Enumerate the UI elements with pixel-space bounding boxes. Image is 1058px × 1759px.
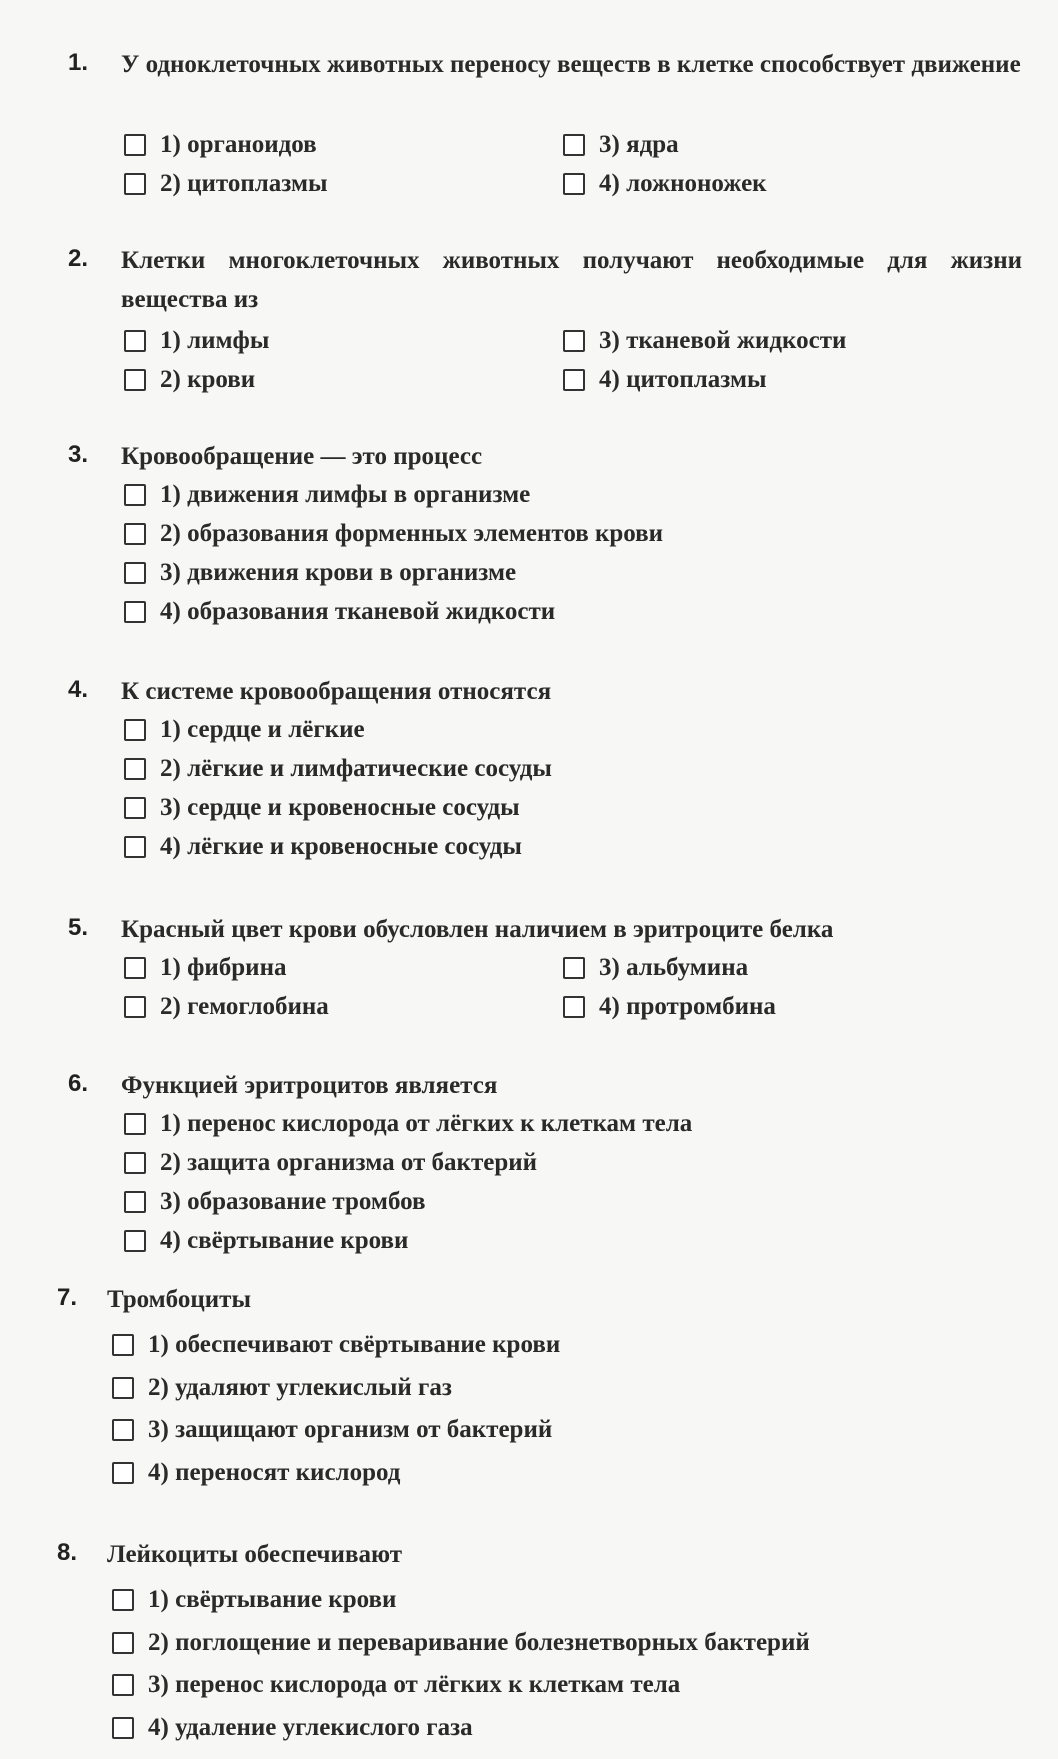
answer-option-4[interactable] bbox=[124, 1227, 408, 1255]
checkbox-icon[interactable] bbox=[124, 996, 146, 1018]
checkbox-icon[interactable] bbox=[563, 369, 585, 391]
checkbox-icon[interactable] bbox=[563, 330, 585, 352]
checkbox-icon[interactable] bbox=[124, 173, 146, 195]
question-number: 6. bbox=[68, 1070, 89, 1097]
answer-label: 2) удаляют углекислый газ bbox=[148, 1373, 452, 1401]
answer-label: 4) свёртывание крови bbox=[160, 1227, 409, 1254]
answer-option-1[interactable] bbox=[124, 481, 530, 509]
answer-label: 1) сердце и лёгкие bbox=[160, 716, 365, 743]
question-text: К системе кровообращения относятся bbox=[121, 678, 552, 705]
answer-label: 2) цитоплазмы bbox=[160, 170, 328, 197]
checkbox-icon[interactable] bbox=[124, 330, 146, 352]
answer-label: 2) защита организма от бактерий bbox=[160, 1149, 538, 1176]
question-text: Функцией эритроцитов является bbox=[121, 1072, 498, 1099]
question-text: Кровообращение — это процесс bbox=[121, 443, 483, 470]
answer-label: 2) крови bbox=[160, 366, 256, 393]
answer-label: 2) поглощение и переваривание болезнетворных бактерий bbox=[148, 1628, 810, 1656]
checkbox-icon[interactable] bbox=[124, 1113, 146, 1135]
answer-label: 3) ядра bbox=[599, 131, 679, 158]
answer-label: 1) перенос кислорода от лёгких к клеткам тела bbox=[160, 1110, 693, 1137]
answer-label: 3) сердце и кровеносные сосуды bbox=[160, 794, 520, 821]
checkbox-icon[interactable] bbox=[112, 1717, 134, 1739]
answer-option-2[interactable] bbox=[124, 170, 328, 198]
answer-label: 3) тканевой жидкости bbox=[599, 327, 847, 354]
answer-option-2[interactable] bbox=[112, 1374, 452, 1402]
answer-label: 2) лёгкие и лимфатические сосуды bbox=[160, 755, 552, 782]
question-number: 1. bbox=[68, 49, 89, 76]
checkbox-icon[interactable] bbox=[112, 1674, 134, 1696]
answer-option-1[interactable] bbox=[124, 954, 287, 982]
answer-option-3[interactable] bbox=[124, 794, 520, 822]
answer-label: 4) лёгкие и кровеносные сосуды bbox=[160, 833, 522, 860]
answer-label: 1) фибрина bbox=[160, 954, 287, 981]
checkbox-icon[interactable] bbox=[124, 957, 146, 979]
answer-label: 4) удаление углекислого газа bbox=[148, 1713, 473, 1741]
checkbox-icon[interactable] bbox=[124, 369, 146, 391]
checkbox-icon[interactable] bbox=[112, 1589, 134, 1611]
answer-option-4[interactable] bbox=[563, 366, 767, 394]
answer-label: 3) защищают организм от бактерий bbox=[148, 1416, 553, 1443]
question-text: Красный цвет крови обусловлен наличием в эритроците белка bbox=[121, 916, 834, 943]
answer-label: 4) образования тканевой жидкости bbox=[160, 598, 556, 625]
answer-option-2[interactable] bbox=[124, 993, 329, 1021]
answer-option-1[interactable] bbox=[124, 131, 317, 159]
checkbox-icon[interactable] bbox=[112, 1419, 134, 1441]
question-number: 5. bbox=[68, 914, 89, 941]
answer-label: 4) переносят кислород bbox=[148, 1458, 401, 1486]
answer-label: 4) ложноножек bbox=[599, 170, 767, 197]
checkbox-icon[interactable] bbox=[124, 134, 146, 156]
checkbox-icon[interactable] bbox=[124, 1152, 146, 1174]
question-text: У одноклеточных животных переносу веществ в клетке способствует движение bbox=[121, 51, 1021, 78]
answer-label: 1) обеспечивают свёртывание крови bbox=[148, 1331, 561, 1358]
question-text: Тромбоциты bbox=[107, 1286, 251, 1313]
checkbox-icon[interactable] bbox=[563, 173, 585, 195]
question-text: Клетки многоклеточных животных получают необходимые для жизни вещества из bbox=[121, 247, 1022, 313]
question-number: 2. bbox=[68, 245, 89, 272]
checkbox-icon[interactable] bbox=[112, 1462, 134, 1484]
checkbox-icon[interactable] bbox=[124, 601, 146, 623]
answer-option-1[interactable] bbox=[124, 716, 365, 744]
checkbox-icon[interactable] bbox=[124, 484, 146, 506]
answer-option-2[interactable] bbox=[124, 755, 552, 783]
question-text: Лейкоциты обеспечивают bbox=[107, 1541, 402, 1568]
checkbox-icon[interactable] bbox=[563, 957, 585, 979]
question-number: 8. bbox=[57, 1539, 78, 1566]
answer-label: 2) образования форменных элементов крови bbox=[160, 520, 664, 547]
answer-option-3[interactable] bbox=[124, 559, 516, 587]
question-number: 7. bbox=[57, 1284, 78, 1311]
answer-option-4[interactable] bbox=[563, 993, 776, 1021]
checkbox-icon[interactable] bbox=[563, 134, 585, 156]
checkbox-icon[interactable] bbox=[124, 758, 146, 780]
answer-option-3[interactable] bbox=[563, 327, 846, 355]
checkbox-icon[interactable] bbox=[124, 719, 146, 741]
answer-option-1[interactable] bbox=[124, 327, 269, 355]
checkbox-icon[interactable] bbox=[112, 1377, 134, 1399]
answer-label: 4) протромбина bbox=[599, 993, 776, 1020]
answer-option-3[interactable] bbox=[112, 1416, 552, 1444]
answer-label: 1) свёртывание крови bbox=[148, 1586, 397, 1613]
answer-option-3[interactable] bbox=[563, 131, 679, 159]
answer-label: 3) образование тромбов bbox=[160, 1188, 426, 1215]
answer-option-3[interactable] bbox=[563, 954, 748, 982]
question-number: 3. bbox=[68, 441, 89, 468]
answer-label: 2) гемоглобина bbox=[160, 993, 329, 1020]
answer-option-4[interactable] bbox=[124, 598, 555, 626]
question-number: 4. bbox=[68, 676, 89, 703]
checkbox-icon[interactable] bbox=[124, 797, 146, 819]
checkbox-icon[interactable] bbox=[124, 836, 146, 858]
answer-option-1[interactable] bbox=[124, 1110, 692, 1138]
checkbox-icon[interactable] bbox=[124, 1191, 146, 1213]
answer-label: 1) движения лимфы в организме bbox=[160, 481, 531, 508]
checkbox-icon[interactable] bbox=[563, 996, 585, 1018]
answer-option-3[interactable] bbox=[124, 1188, 426, 1216]
answer-option-2[interactable] bbox=[112, 1629, 810, 1657]
checkbox-icon[interactable] bbox=[112, 1334, 134, 1356]
checkbox-icon[interactable] bbox=[124, 523, 146, 545]
answer-option-4[interactable] bbox=[124, 833, 522, 861]
checkbox-icon[interactable] bbox=[112, 1632, 134, 1654]
answer-label: 1) органоидов bbox=[160, 131, 317, 158]
answer-label: 3) перенос кислорода от лёгких к клеткам тела bbox=[148, 1671, 681, 1698]
answer-option-4[interactable] bbox=[112, 1714, 473, 1742]
answer-label: 3) движения крови в организме bbox=[160, 559, 517, 586]
answer-option-2[interactable] bbox=[124, 1149, 537, 1177]
answer-option-4[interactable] bbox=[563, 170, 767, 198]
answer-label: 4) цитоплазмы bbox=[599, 366, 767, 393]
answer-option-2[interactable] bbox=[124, 366, 255, 394]
checkbox-icon[interactable] bbox=[124, 562, 146, 584]
answer-option-3[interactable] bbox=[112, 1671, 680, 1699]
answer-option-1[interactable] bbox=[112, 1586, 396, 1614]
answer-label: 3) альбумина bbox=[599, 954, 749, 981]
answer-label: 1) лимфы bbox=[160, 327, 270, 354]
answer-option-2[interactable] bbox=[124, 520, 663, 548]
answer-option-1[interactable] bbox=[112, 1331, 560, 1359]
checkbox-icon[interactable] bbox=[124, 1230, 146, 1252]
answer-option-4[interactable] bbox=[112, 1459, 400, 1487]
